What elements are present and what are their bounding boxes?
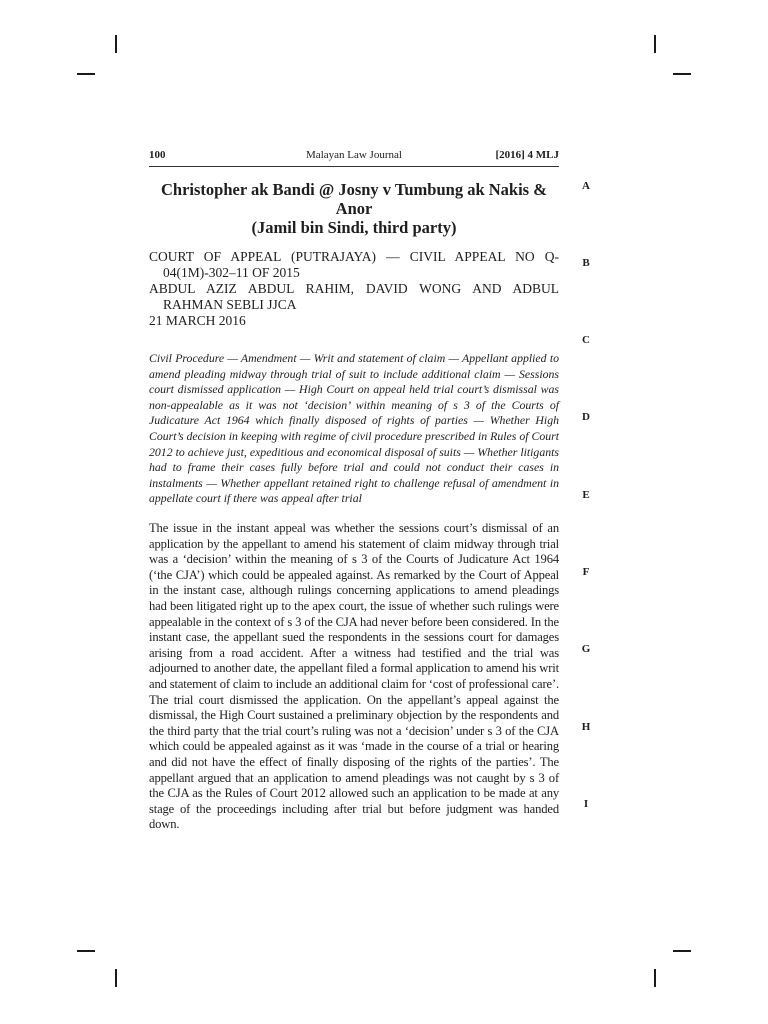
judges: ABDUL AZIZ ABDUL RAHIM, DAVID WONG AND ADBUL RAHMAN SEBLI JJCA [149,281,559,312]
court-name: COURT OF APPEAL (PUTRAJAYA) — CIVIL APPEAL NO Q-04(1M)-302–11 OF 2015 [149,249,559,280]
margin-letter-a: A [582,180,590,192]
report-citation: [2016] 4 MLJ [495,149,559,161]
crop-mark-top-left-vertical [115,35,117,53]
headnote-body: The issue in the instant appeal was whether the sessions court’s dismissal of an application by the appellant to amend his statement of claim midway through trial was a ‘decision’ within the meaning of s 3 of the Courts of Judicature Act 1964 (‘the CJA’) which could be appealed against. As remarked by the Court of Appeal in the instant case, although rulings concerning applications to amend pleadings had been litigated right up to the apex court, the issue of whether such rulings were appealable in the context of s 3 of the CJA had never before been considered. In the instant case, the appellant sued the respondents in the sessions court for damages arising from a road accident. After a witness had testified and the trial was adjourned to another date, the appellant filed a formal application to amend his writ and statement of claim to include an additional claim for ‘cost of professional care’. The trial court dismissed the application. On the appellant’s appeal against the dismissal, the High Court sustained a preliminary objection by the respondents and the third party that the trial court’s ruling was not a ‘decision’ under s 3 of the CJA which could be appealed against as it was ‘made in the course of a trial or hearing and did not have the effect of finally disposing of the rights of the parties’. The appellant argued that an application to amend pleadings was not caught by s 3 of the CJA as the Rules of Court 2012 allowed such an application to be made at any stage of the proceedings including after trial but before judgment was handed down. [149,521,559,832]
margin-letter-h: H [581,721,591,733]
margin-letter-i: I [583,798,589,810]
journal-name: Malayan Law Journal [306,149,402,161]
decision-date: 21 MARCH 2016 [149,313,246,328]
margin-letter-c: C [582,334,590,346]
margin-letter-b: B [582,257,590,269]
crop-mark-top-right-horizontal [673,73,691,75]
court-info [149,249,559,329]
crop-mark-bottom-right-horizontal [673,950,691,952]
case-title-line-1: Christopher ak Bandi @ Josny v Tumbung ak Nakis & Anor [161,180,547,218]
crop-mark-bottom-left-horizontal [77,950,95,952]
margin-letter-d: D [582,411,590,423]
crop-mark-bottom-right-vertical [654,969,656,987]
margin-letter-g: G [581,643,591,655]
page-number: 100 [149,149,166,161]
margin-letter-f: F [582,566,590,578]
case-title-line-2: (Jamil bin Sindi, third party) [251,218,457,237]
crop-mark-top-right-vertical [654,35,656,53]
margin-letter-e: E [582,489,590,501]
running-header [149,149,559,165]
crop-mark-top-left-horizontal [77,73,95,75]
header-rule [149,166,559,167]
case-title [149,180,559,237]
crop-mark-bottom-left-vertical [115,969,117,987]
catchwords: Civil Procedure — Amendment — Writ and statement of claim — Appellant applied to amend pleading midway through trial of suit to include additional claim — Sessions court dismissed application — High Court on appeal held trial court’s dismissal was non-appealable as it was not ‘decision’ within meaning of s 3 of the Courts of Judicature Act 1964 which finally disposed of rights of parties — Whether High Court’s decision in keeping with regime of civil procedure prescribed in Rules of Court 2012 to achieve just, expeditious and economical disposal of suits — Whether litigants had to frame their cases fully before trial and could not conduct their cases in instalments — Whether appellant retained right to challenge refusal of amendment in appellate court if there was appeal after trial [149,351,559,506]
